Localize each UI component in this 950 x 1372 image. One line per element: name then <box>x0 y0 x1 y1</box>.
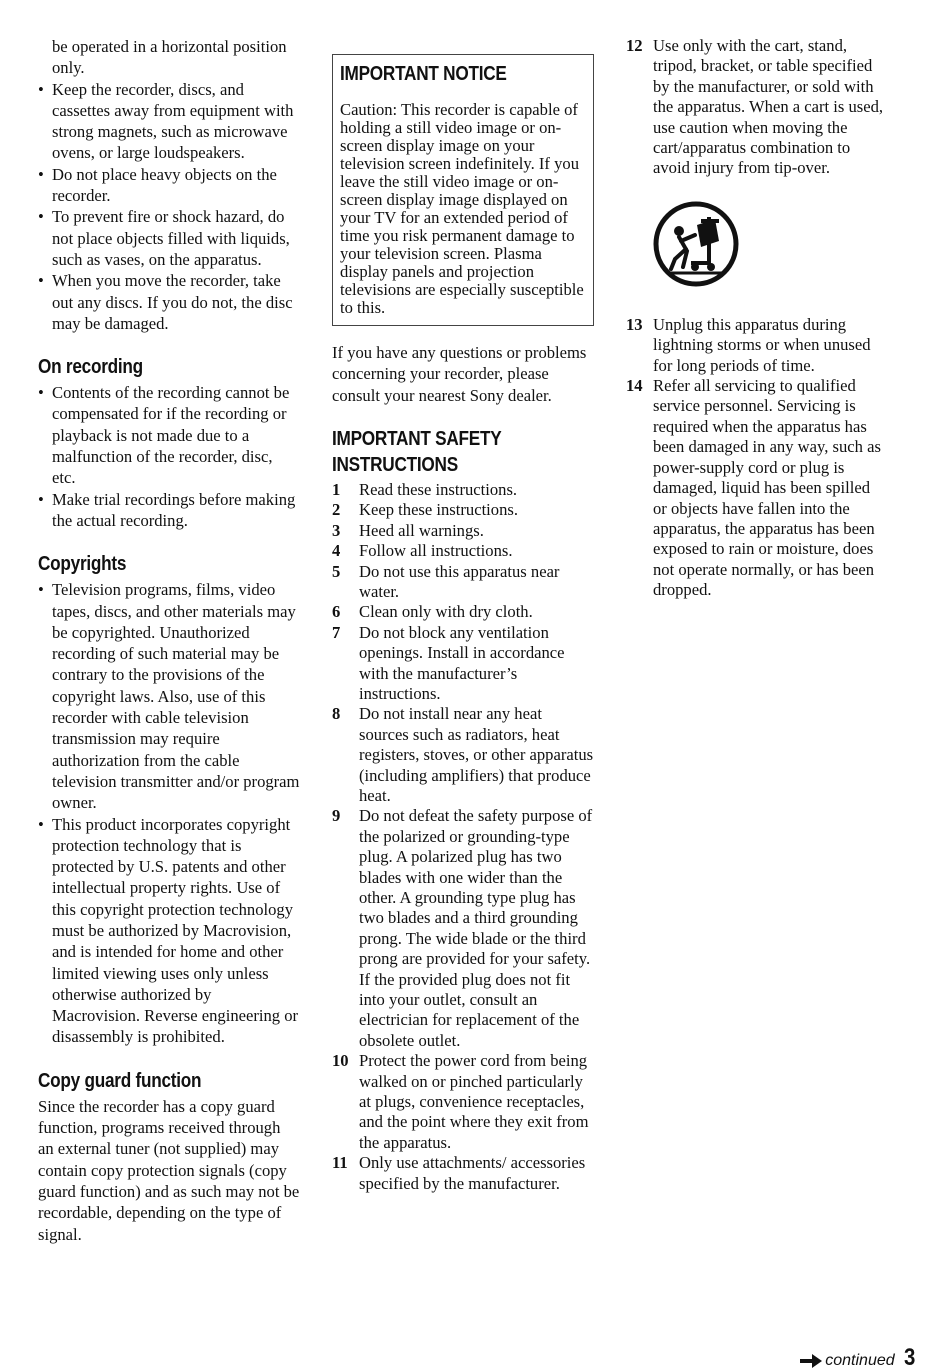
left-column <box>38 36 300 1245</box>
safety-instructions-list <box>332 480 594 1194</box>
safety-instructions-list-end <box>626 315 888 601</box>
item-number: 1 <box>332 479 341 499</box>
list-item: • This product incorporates copyright protection technology that is protected by U.S. patents and other intellectual property rights. Use of this copyright protection technology must be authorized by Macrovision, and is intended for home and other limited viewing uses only unless otherwise authorized by Macrovision. Reverse engineering or disassembly is prohibited. <box>38 814 300 1048</box>
item-number: 8 <box>332 704 341 724</box>
right-column <box>626 36 888 601</box>
item-number: 5 <box>332 561 341 581</box>
item-number: 3 <box>332 520 341 540</box>
intro-continued-text: be operated in a horizontal position only. <box>52 37 287 78</box>
item-text: Only use attachments/ accessories specified by the manufacturer. <box>359 1153 586 1193</box>
item-number: 7 <box>332 622 341 642</box>
item-text: Do not defeat the safety purpose of the polarized or grounding-type plug. A polarized plug has two blades with one wider than the other. A grounding type plug has two blades and a third grounding prong. The wide blade or the third prong are provided for your safety. If the provided plug does not fit into your outlet, consult an electrician for replacement of the obsolete outlet. <box>359 806 593 1050</box>
item-text: Follow all instructions. <box>359 541 513 561</box>
list-item <box>332 602 594 622</box>
list-item <box>626 376 888 600</box>
list-item: • Keep the recorder, discs, and cassettes away from equipment with strong magnets, such as microwave ovens, or large loudspeakers. <box>38 79 300 164</box>
list-item <box>332 806 594 1051</box>
questions-text: If you have any questions or problems concerning your recorder, please consult your nearest Sony dealer. <box>332 343 587 405</box>
list-item: • Contents of the recording cannot be compensated for if the recording or playback is not made due to a malfunction of the recorder, disc, etc. <box>38 382 300 488</box>
item-number: 4 <box>332 541 341 561</box>
item-number: 13 <box>626 314 643 334</box>
item-text: Read these instructions. <box>359 479 518 499</box>
item-text: Do not block any ventilation openings. Install in accordance with the manufacturer’s instructions. <box>359 622 565 703</box>
important-notice-body: Caution: This recorder is capable of holding a still video image or on-screen display image on your television screen indefinitely. If you leave the still video image or on-screen display image displayed on your TV for an extended period of time you risk permanent damage to your television screen. Plasma display panels and projection televisions are especially susceptible to this. <box>340 100 584 317</box>
item-text: Keep these instructions. <box>359 500 518 520</box>
middle-column <box>332 36 594 1194</box>
copyrights-list <box>38 579 300 1048</box>
item-text: Do not install near any heat sources such as radiators, heat registers, stoves, or other apparatus (including amplifiers) that produce heat. <box>359 704 594 805</box>
list-item <box>332 521 594 541</box>
item-text: Protect the power cord from being walked on or pinched particularly at plugs, convenience receptacles, and the point where they exit from the apparatus. <box>359 1051 589 1152</box>
important-notice-box <box>332 54 594 326</box>
item-number: 14 <box>626 376 643 396</box>
list-item: • Television programs, films, video tapes, discs, and other materials may be copyrighted. Unauthorized recording of such material may be contrary to the provisions of the copyright laws. Also, use of this recorder with cable television transmission may require authorization from the cable television transmitter and/or program owner. <box>38 579 300 813</box>
list-item: • To prevent fire or shock hazard, do not place objects filled with liquids, such as vases, on the apparatus. <box>38 206 300 270</box>
item-number: 10 <box>332 1051 349 1071</box>
list-item <box>332 623 594 705</box>
arrow-right-icon <box>800 1354 822 1368</box>
list-item <box>332 480 594 500</box>
list-item <box>332 1051 594 1153</box>
list-item: • Do not place heavy objects on the recorder. <box>38 164 300 207</box>
cart-tipover-warning-icon <box>653 201 739 287</box>
copy-guard-heading: Copy guard function <box>38 1069 202 1092</box>
copyrights-heading: Copyrights <box>38 553 127 576</box>
item-text: Unplug this apparatus during lightning storms or when unused for long periods of time. <box>653 314 871 375</box>
item-text: Clean only with dry cloth. <box>359 602 533 622</box>
continued-indicator <box>800 1352 894 1370</box>
list-item <box>332 704 594 806</box>
list-item: • Make trial recordings before making the actual recording. <box>38 489 300 532</box>
item-number: 2 <box>332 500 341 520</box>
intro-bullet-list <box>38 79 300 335</box>
list-item <box>626 36 888 179</box>
item-text: Heed all warnings. <box>359 520 484 540</box>
copy-guard-body: Since the recorder has a copy guard function, programs received through an external tuner (not supplied) may contain copy protection signals (copy guard function) and as such may not be recordable, depending on the type of signal. <box>38 1096 300 1244</box>
on-recording-list <box>38 382 300 531</box>
page-footer <box>800 1346 916 1370</box>
item-number: 6 <box>332 602 341 622</box>
item-text: Refer all servicing to qualified service personnel. Servicing is required when the apparatus has been damaged in any way, such as power-supply cord or plug is damaged, liquid has been spilled or objects have fallen into the apparatus, the apparatus has been exposed to rain or moisture, does not operate normally, or has been dropped. <box>653 376 881 600</box>
list-item <box>332 541 594 561</box>
list-item: • When you move the recorder, take out any discs. If you do not, the disc may be damaged. <box>38 270 300 334</box>
list-item <box>332 562 594 603</box>
on-recording-heading: On recording <box>38 356 143 379</box>
item-number: 12 <box>626 36 643 55</box>
item-text: Do not use this apparatus near water. <box>359 561 560 601</box>
list-item <box>332 500 594 520</box>
continued-label: continued <box>825 1352 895 1369</box>
list-item <box>332 1153 594 1194</box>
important-notice-heading: IMPORTANT NOTICE <box>340 63 507 85</box>
item-text: Use only with the cart, stand, tripod, bracket, or table specified by the manufacturer, or sold with the apparatus. When a cart is used, use caution when moving the cart/apparatus combination to avoid injury from tip-over. <box>653 36 884 178</box>
item-number: 9 <box>332 806 341 826</box>
safety-instructions-list-continued <box>626 36 888 179</box>
page-number: 3 <box>903 1344 915 1371</box>
list-item <box>626 315 888 376</box>
item-number: 11 <box>332 1153 348 1173</box>
safety-instructions-heading: IMPORTANT SAFETY INSTRUCTIONS <box>332 427 502 476</box>
